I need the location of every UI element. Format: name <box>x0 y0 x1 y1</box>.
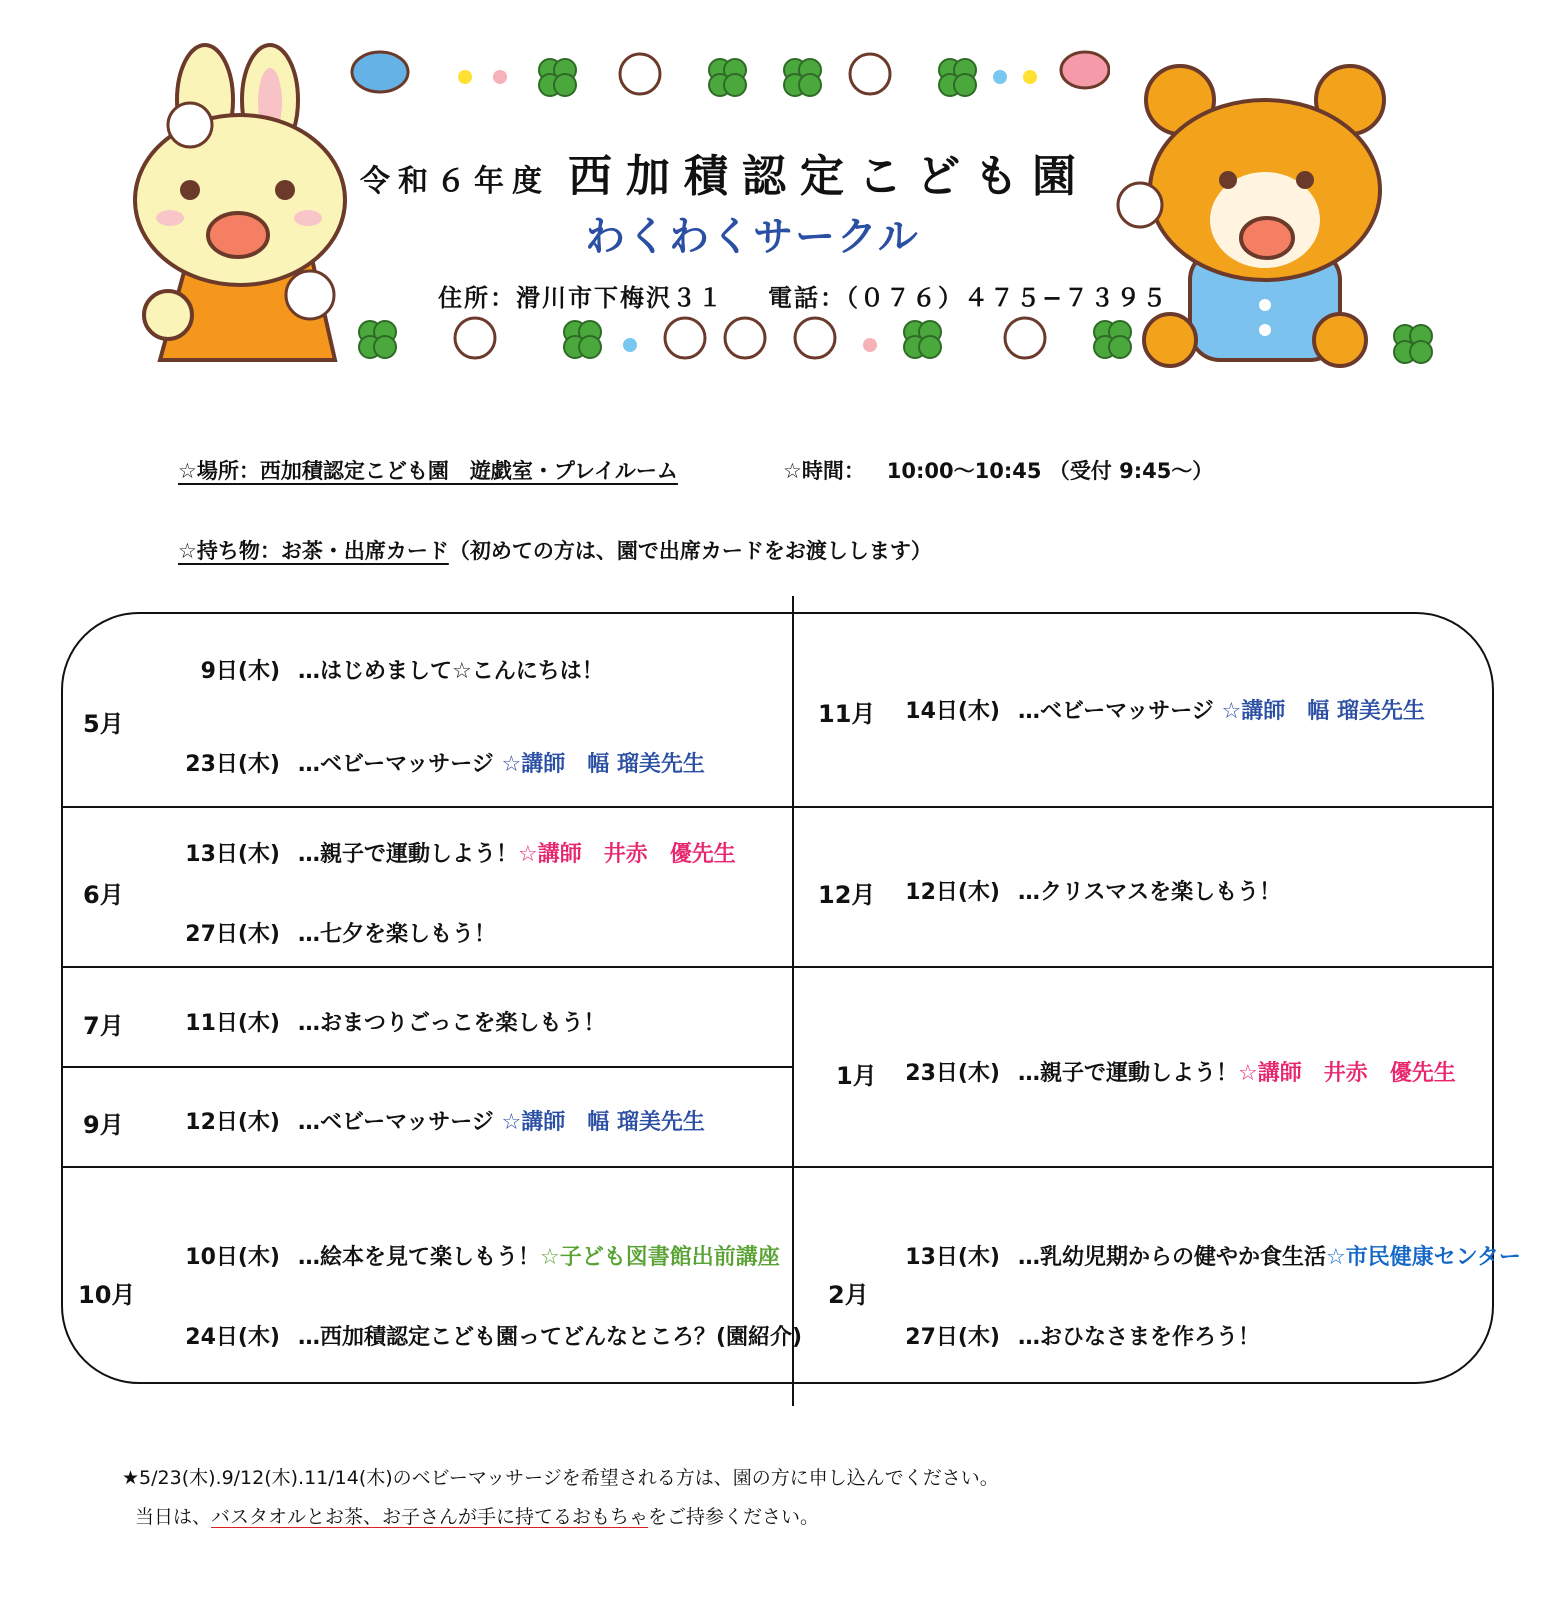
event-date: 14日(木) <box>905 699 1000 724</box>
bring-label: ☆持ち物：お茶・出席カード <box>178 539 449 563</box>
month-label: 1月 <box>836 1062 877 1090</box>
bring-items: バスタオルとお茶、お子さんが手に持てるおもちゃ <box>211 1506 649 1528</box>
lecturer: ☆講師 井赤 優先生 <box>1238 1061 1456 1086</box>
month-label: 5月 <box>83 710 124 738</box>
month-label: 6月 <box>83 881 124 909</box>
event-text: …西加積認定こども園ってどんなところ？(園紹介) <box>298 1325 803 1350</box>
circle-name: わくわくサークル <box>585 214 920 260</box>
note-line-2: 当日は、バスタオルとお茶、お子さんが手に持てるおもちゃをご持参ください。 <box>135 1506 820 1528</box>
event-date: 12日(木) <box>905 880 1000 905</box>
contact-line <box>438 278 1168 313</box>
event-text: …親子で運動しよう！☆講師 井赤 優先生 <box>298 842 736 867</box>
library-lecture: ☆子ども図書館出前講座 <box>540 1245 780 1270</box>
lecturer: ☆講師 幅 瑠美先生 <box>1221 699 1425 724</box>
month-label: 12月 <box>818 881 876 909</box>
month-label: 9月 <box>83 1111 124 1139</box>
clover-right <box>1385 318 1445 373</box>
event-date: 23日(木) <box>185 752 280 777</box>
event-text: …おまつりごっこを楽しもう！ <box>298 1011 606 1036</box>
event-text: …絵本を見て楽しもう！☆子ども図書館出前講座 <box>298 1245 780 1270</box>
lecturer: ☆講師 幅 瑠美先生 <box>501 1110 705 1135</box>
event-date: 24日(木) <box>185 1325 280 1350</box>
title-line <box>360 140 1120 204</box>
time-label: ☆時間： <box>783 459 865 483</box>
month-label: 11月 <box>818 700 876 728</box>
bring-note: （初めての方は、園で出席カードをお渡しします） <box>448 539 932 563</box>
lecturer: ☆講師 幅 瑠美先生 <box>501 752 705 777</box>
event-text: …ベビーマッサージ ☆講師 幅 瑠美先生 <box>1018 699 1425 724</box>
school-name: 西加積認定こども園 <box>568 151 1090 202</box>
fiscal-year: 令和６年度 <box>360 164 550 199</box>
event-text: …七夕を楽しもう！ <box>298 922 497 947</box>
event-date: 13日(木) <box>905 1245 1000 1270</box>
event-date: 27日(木) <box>905 1325 1000 1350</box>
row-divider <box>61 1166 1494 1168</box>
note-line-1: ★5/23(木).9/12(木).11/14(木)のベビーマッサージを希望される方は、園の方に申し込んでください。 <box>122 1467 999 1489</box>
time-value: 10:00～10:45 （受付 9:45～） <box>886 459 1214 483</box>
phone: 電話：（０７６）４７５−７３９５ <box>768 284 1169 312</box>
event-text: …はじめまして☆こんにちは！ <box>298 659 604 684</box>
place-info: ☆場所：西加積認定こども園 遊戯室・プレイルーム <box>178 459 678 483</box>
month-label: 7月 <box>83 1012 124 1040</box>
address: 住所：滑川市下梅沢３１ <box>438 284 724 312</box>
event-date: 10日(木) <box>185 1245 280 1270</box>
event-text: …おひなさまを作ろう！ <box>1018 1325 1261 1350</box>
event-date: 9日(木) <box>200 659 280 684</box>
time-info <box>783 455 1213 485</box>
event-date: 12日(木) <box>185 1110 280 1135</box>
health-center: ☆市民健康センター <box>1326 1245 1521 1270</box>
column-divider <box>792 596 794 1406</box>
event-text: …乳幼児期からの健やか食生活☆市民健康センター <box>1018 1245 1521 1270</box>
clover-border-bottom <box>345 310 1135 370</box>
row-divider <box>61 966 1494 968</box>
event-date: 11日(木) <box>185 1011 280 1036</box>
row-divider <box>61 1066 793 1068</box>
bring-info <box>178 535 932 565</box>
event-text: …親子で運動しよう！☆講師 井赤 優先生 <box>1018 1061 1456 1086</box>
event-date: 13日(木) <box>185 842 280 867</box>
event-text: …クリスマスを楽しもう！ <box>1018 880 1282 905</box>
month-label: 2月 <box>828 1281 869 1309</box>
lecturer: ☆講師 井赤 優先生 <box>518 842 736 867</box>
event-date: 27日(木) <box>185 922 280 947</box>
event-text: …ベビーマッサージ ☆講師 幅 瑠美先生 <box>298 1110 705 1135</box>
month-label: 10月 <box>78 1281 136 1309</box>
event-text: …ベビーマッサージ ☆講師 幅 瑠美先生 <box>298 752 705 777</box>
event-date: 23日(木) <box>905 1061 1000 1086</box>
rabbit-illustration <box>120 40 360 370</box>
bear-illustration <box>1110 40 1400 370</box>
clover-border-top <box>340 42 1110 112</box>
row-divider <box>61 806 1494 808</box>
